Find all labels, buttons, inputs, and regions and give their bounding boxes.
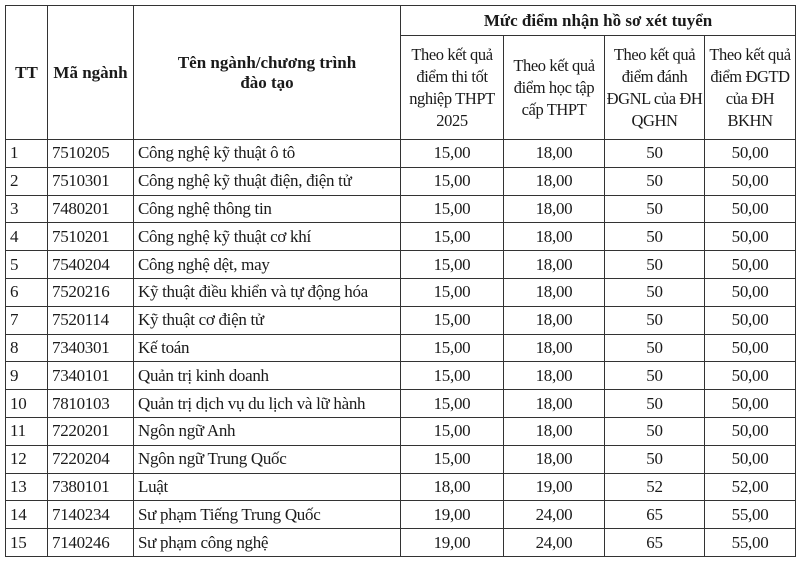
major-name: Công nghệ kỹ thuật ô tô	[134, 140, 401, 168]
row-number: 3	[6, 195, 48, 223]
major-name: Quản trị kinh doanh	[134, 362, 401, 390]
score-thpt-exam: 15,00	[401, 195, 504, 223]
table-row	[6, 362, 796, 390]
score-transcript: 18,00	[504, 140, 605, 168]
table-row	[6, 529, 796, 557]
header-name: Tên ngành/chương trình đào tạo	[134, 6, 401, 140]
score-dgnl: 50	[605, 278, 705, 306]
score-dgnl: 65	[605, 529, 705, 557]
score-transcript: 18,00	[504, 445, 605, 473]
score-dgnl: 50	[605, 167, 705, 195]
score-dgtd: 50,00	[705, 362, 796, 390]
major-name: Công nghệ kỹ thuật cơ khí	[134, 223, 401, 251]
score-dgtd: 55,00	[705, 501, 796, 529]
major-code: 7510201	[48, 223, 134, 251]
major-code: 7140234	[48, 501, 134, 529]
row-number: 10	[6, 390, 48, 418]
score-dgtd: 50,00	[705, 140, 796, 168]
score-dgtd: 50,00	[705, 390, 796, 418]
major-code: 7340101	[48, 362, 134, 390]
major-name: Ngôn ngữ Anh	[134, 417, 401, 445]
score-dgnl: 50	[605, 445, 705, 473]
score-thpt-exam: 15,00	[401, 334, 504, 362]
score-transcript: 18,00	[504, 390, 605, 418]
score-dgnl: 50	[605, 223, 705, 251]
score-transcript: 18,00	[504, 278, 605, 306]
score-dgtd: 50,00	[705, 167, 796, 195]
score-transcript: 18,00	[504, 362, 605, 390]
major-name: Kỹ thuật điều khiển và tự động hóa	[134, 278, 401, 306]
admission-score-table	[5, 5, 796, 557]
major-code: 7480201	[48, 195, 134, 223]
row-number: 4	[6, 223, 48, 251]
major-name: Công nghệ dệt, may	[134, 251, 401, 279]
score-thpt-exam: 15,00	[401, 251, 504, 279]
score-thpt-exam: 15,00	[401, 278, 504, 306]
major-code: 7510301	[48, 167, 134, 195]
header-transcript: Theo kết quả điểm học tập cấp THPT	[504, 36, 605, 140]
score-dgnl: 50	[605, 417, 705, 445]
score-transcript: 18,00	[504, 306, 605, 334]
score-transcript: 18,00	[504, 167, 605, 195]
table-row	[6, 445, 796, 473]
score-thpt-exam: 15,00	[401, 417, 504, 445]
table-row	[6, 501, 796, 529]
score-dgnl: 50	[605, 306, 705, 334]
table-row	[6, 473, 796, 501]
score-dgtd: 50,00	[705, 445, 796, 473]
score-dgnl: 65	[605, 501, 705, 529]
score-thpt-exam: 19,00	[401, 501, 504, 529]
major-name: Công nghệ thông tin	[134, 195, 401, 223]
score-dgnl: 50	[605, 140, 705, 168]
row-number: 15	[6, 529, 48, 557]
row-number: 14	[6, 501, 48, 529]
score-transcript: 24,00	[504, 501, 605, 529]
score-transcript: 18,00	[504, 334, 605, 362]
row-number: 2	[6, 167, 48, 195]
score-dgtd: 52,00	[705, 473, 796, 501]
major-name: Kế toán	[134, 334, 401, 362]
score-thpt-exam: 15,00	[401, 167, 504, 195]
score-dgtd: 50,00	[705, 223, 796, 251]
score-thpt-exam: 15,00	[401, 390, 504, 418]
row-number: 7	[6, 306, 48, 334]
table-row	[6, 140, 796, 168]
major-name: Kỹ thuật cơ điện tử	[134, 306, 401, 334]
score-dgtd: 50,00	[705, 417, 796, 445]
major-code: 7340301	[48, 334, 134, 362]
major-code: 7220204	[48, 445, 134, 473]
table-row	[6, 278, 796, 306]
table-body	[6, 140, 796, 557]
score-thpt-exam: 19,00	[401, 529, 504, 557]
row-number: 12	[6, 445, 48, 473]
header-tt: TT	[6, 6, 48, 140]
score-dgtd: 50,00	[705, 195, 796, 223]
score-dgnl: 50	[605, 362, 705, 390]
score-transcript: 24,00	[504, 529, 605, 557]
score-dgnl: 52	[605, 473, 705, 501]
score-transcript: 18,00	[504, 251, 605, 279]
score-thpt-exam: 15,00	[401, 362, 504, 390]
header-thpt-exam: Theo kết quả điểm thi tốt nghiệp THPT 2025	[401, 36, 504, 140]
row-number: 5	[6, 251, 48, 279]
score-dgnl: 50	[605, 251, 705, 279]
score-transcript: 19,00	[504, 473, 605, 501]
score-dgtd: 50,00	[705, 278, 796, 306]
score-thpt-exam: 15,00	[401, 140, 504, 168]
table-row	[6, 334, 796, 362]
score-thpt-exam: 15,00	[401, 306, 504, 334]
table-row	[6, 390, 796, 418]
score-dgtd: 50,00	[705, 334, 796, 362]
row-number: 11	[6, 417, 48, 445]
major-code: 7380101	[48, 473, 134, 501]
major-code: 7810103	[48, 390, 134, 418]
major-name: Sư phạm Tiếng Trung Quốc	[134, 501, 401, 529]
score-transcript: 18,00	[504, 223, 605, 251]
score-thpt-exam: 15,00	[401, 445, 504, 473]
header-code: Mã ngành	[48, 6, 134, 140]
row-number: 8	[6, 334, 48, 362]
score-dgtd: 50,00	[705, 251, 796, 279]
row-number: 13	[6, 473, 48, 501]
row-number: 9	[6, 362, 48, 390]
major-name: Công nghệ kỹ thuật điện, điện tử	[134, 167, 401, 195]
major-code: 7520216	[48, 278, 134, 306]
table-row	[6, 167, 796, 195]
header-dgtd: Theo kết quả điểm ĐGTD của ĐH BKHN	[705, 36, 796, 140]
row-number: 6	[6, 278, 48, 306]
score-dgtd: 50,00	[705, 306, 796, 334]
major-name: Luật	[134, 473, 401, 501]
row-number: 1	[6, 140, 48, 168]
table-row	[6, 223, 796, 251]
major-code: 7510205	[48, 140, 134, 168]
score-thpt-exam: 18,00	[401, 473, 504, 501]
major-code: 7540204	[48, 251, 134, 279]
table-row	[6, 417, 796, 445]
score-transcript: 18,00	[504, 195, 605, 223]
table-row	[6, 195, 796, 223]
major-code: 7140246	[48, 529, 134, 557]
major-code: 7520114	[48, 306, 134, 334]
score-dgnl: 50	[605, 390, 705, 418]
score-dgnl: 50	[605, 334, 705, 362]
score-transcript: 18,00	[504, 417, 605, 445]
table-row	[6, 306, 796, 334]
major-name: Sư phạm công nghệ	[134, 529, 401, 557]
major-name: Ngôn ngữ Trung Quốc	[134, 445, 401, 473]
score-thpt-exam: 15,00	[401, 223, 504, 251]
table-row	[6, 251, 796, 279]
major-code: 7220201	[48, 417, 134, 445]
header-dgnl: Theo kết quả điểm đánh ĐGNL của ĐH QGHN	[605, 36, 705, 140]
score-dgnl: 50	[605, 195, 705, 223]
major-name: Quản trị dịch vụ du lịch và lữ hành	[134, 390, 401, 418]
header-score-group: Mức điểm nhận hồ sơ xét tuyển	[401, 6, 796, 36]
score-dgtd: 55,00	[705, 529, 796, 557]
